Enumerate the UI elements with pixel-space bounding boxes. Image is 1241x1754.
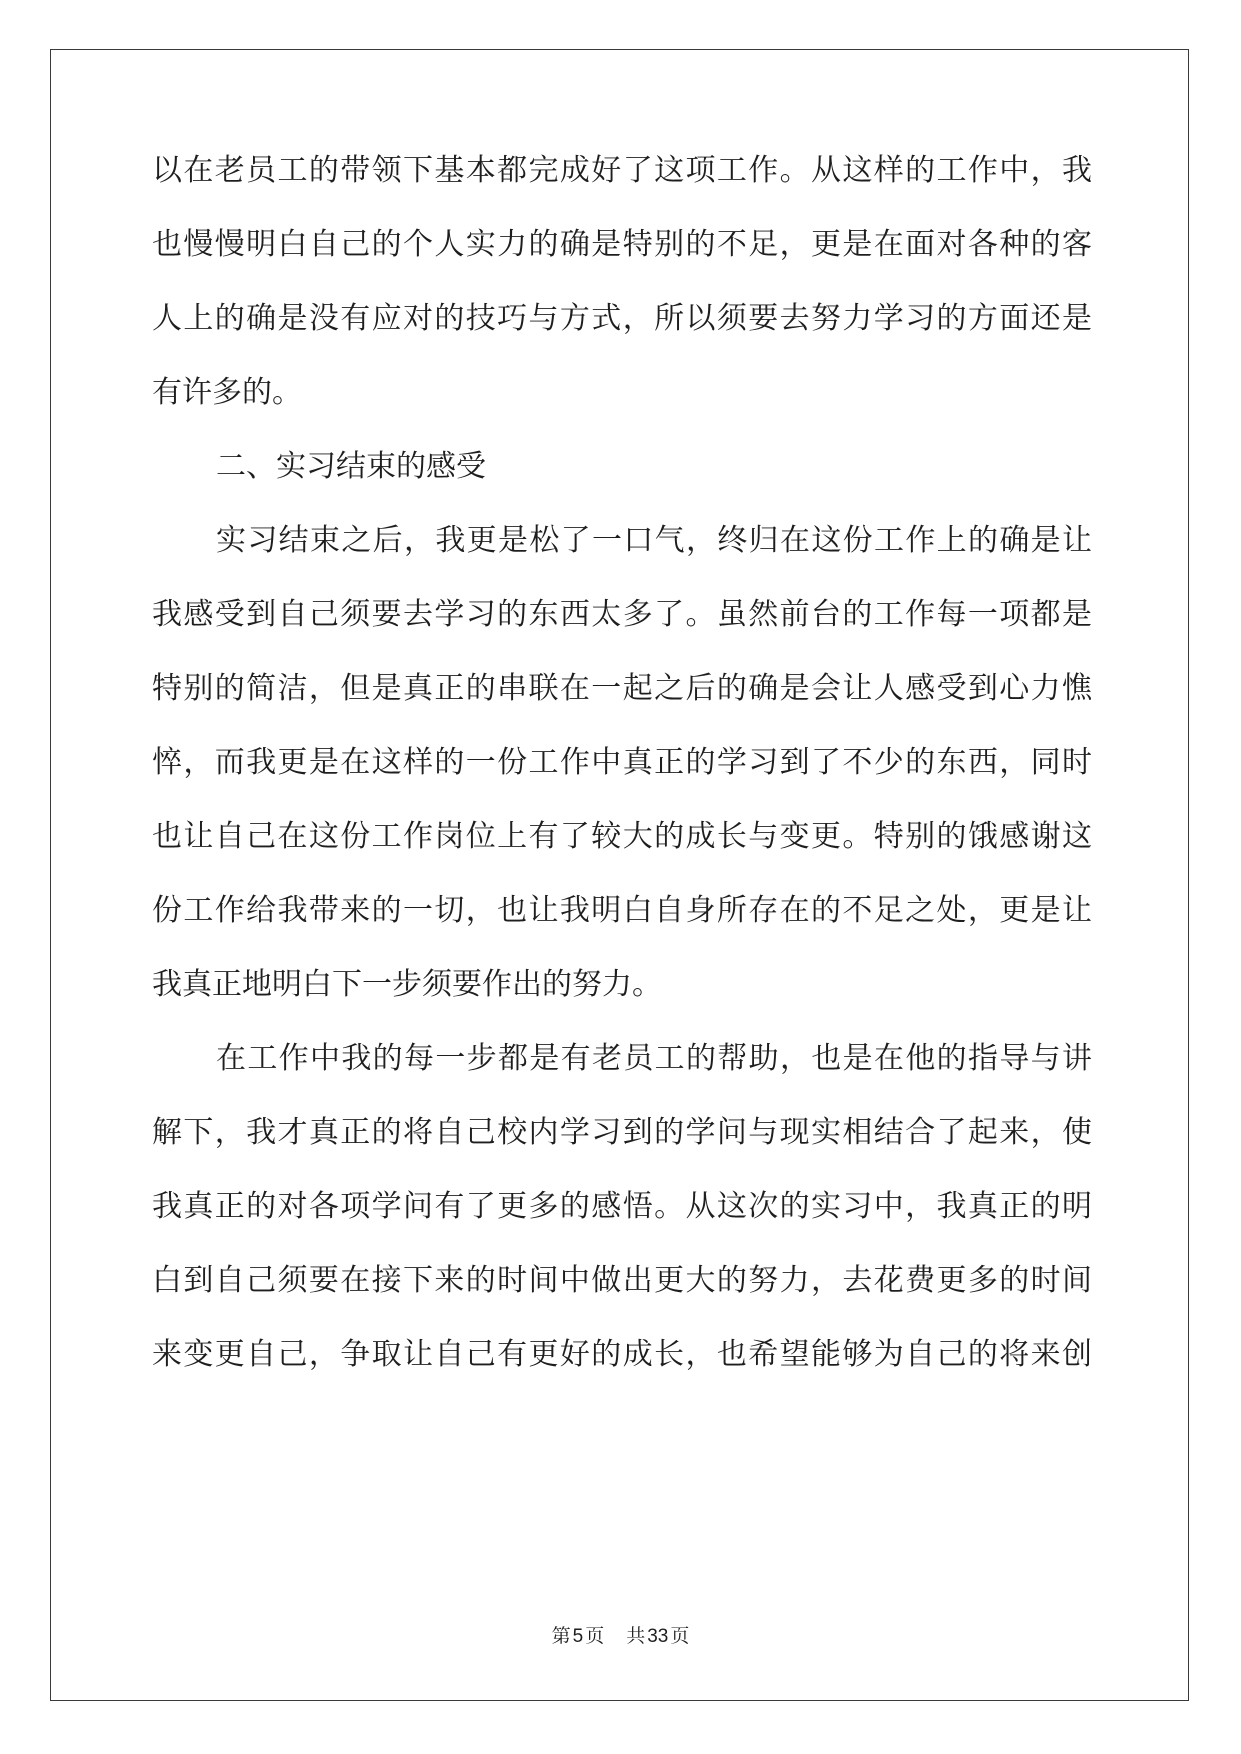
text-line: 悴，而我更是在这样的一份工作中真正的学习到了不少的东西，同时 [152, 745, 1092, 780]
text-line: 白到自己须要在接下来的时间中做出更大的努力，去花费更多的时间 [152, 1263, 1092, 1298]
text-line: 特别的简洁，但是真正的串联在一起之后的确是会让人感受到心力憔 [152, 671, 1092, 706]
text-line: 我真正地明白下一步须要作出的努力。 [152, 967, 662, 1002]
total-prefix: 共 [626, 1626, 646, 1647]
text-line: 有许多的。 [152, 375, 302, 410]
text-line: 也让自己在这份工作岗位上有了较大的成长与变更。特别的饿感谢这 [152, 819, 1092, 854]
page-number: 5 [572, 1626, 584, 1647]
text-line: 解下，我才真正的将自己校内学习到的学问与现实相结合了起来，使 [152, 1115, 1092, 1150]
total-suffix: 页 [670, 1626, 690, 1647]
text-line: 在工作中我的每一步都是有老员工的帮助，也是在他的指导与讲 [216, 1041, 1092, 1076]
page-prefix: 第 [551, 1626, 571, 1647]
text-line: 份工作给我带来的一切，也让我明白自身所存在的不足之处，更是让 [152, 893, 1092, 928]
page-footer [0, 1622, 1241, 1652]
page-suffix: 页 [585, 1626, 605, 1647]
total-pages: 33 [647, 1626, 669, 1647]
text-line: 实习结束之后，我更是松了一口气，终归在这份工作上的确是让 [216, 523, 1092, 558]
text-line: 来变更自己，争取让自己有更好的成长，也希望能够为自己的将来创 [152, 1337, 1092, 1372]
section-heading: 二、实习结束的感受 [216, 449, 486, 484]
text-line: 我真正的对各项学问有了更多的感悟。从这次的实习中，我真正的明 [152, 1189, 1092, 1224]
text-line: 也慢慢明白自己的个人实力的确是特别的不足，更是在面对各种的客 [152, 227, 1092, 262]
text-line: 我感受到自己须要去学习的东西太多了。虽然前台的工作每一项都是 [152, 597, 1092, 632]
text-line: 人上的确是没有应对的技巧与方式，所以须要去努力学习的方面还是 [152, 301, 1092, 336]
text-line: 以在老员工的带领下基本都完成好了这项工作。从这样的工作中，我 [152, 153, 1092, 188]
